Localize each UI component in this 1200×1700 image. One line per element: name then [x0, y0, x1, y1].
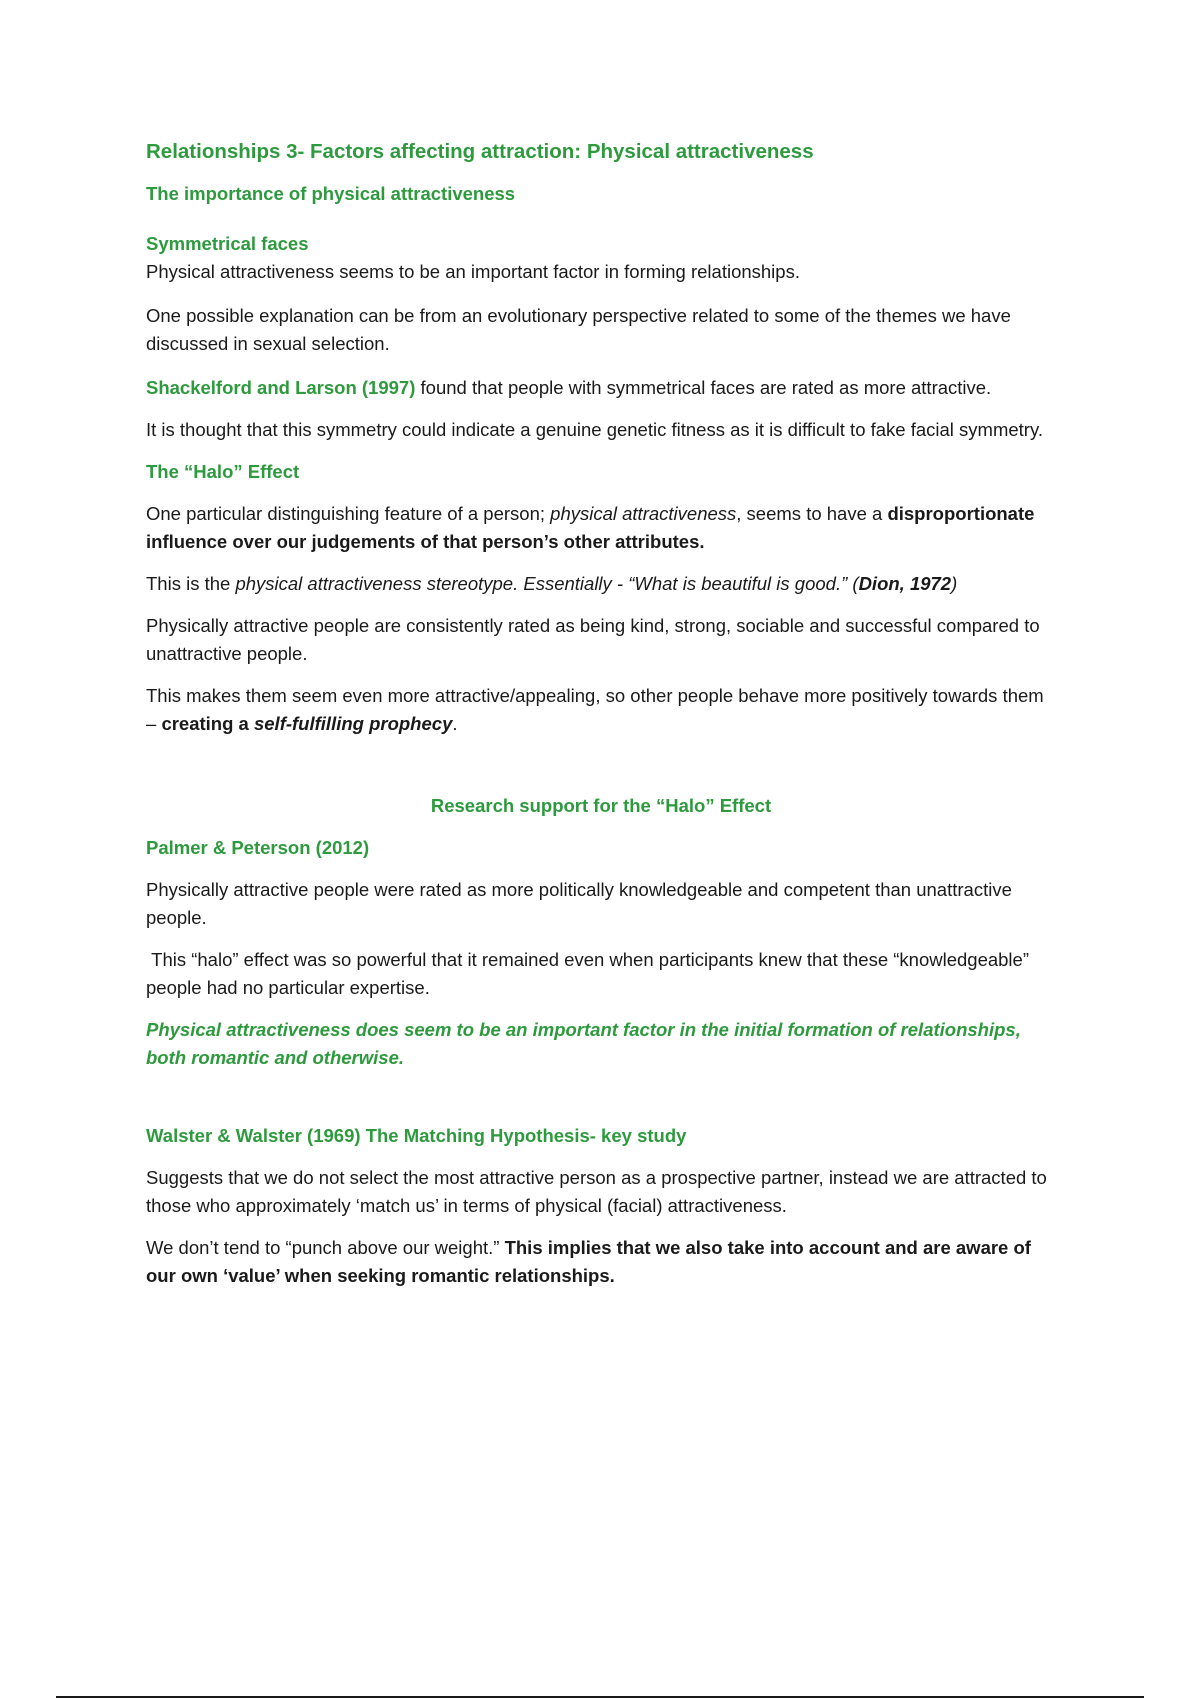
citation: Shackelford and Larson (1997)	[146, 377, 416, 398]
paragraph: This is the physical attractiveness stereotype. Essentially - “What is beautiful is good.” (Dion, 1972)	[146, 573, 958, 594]
paragraph: Physically attractive people are consistently rated as being kind, strong, sociable and successful compared to unattractive people.	[146, 615, 1040, 664]
study-heading: Palmer & Peterson (2012)	[146, 837, 370, 858]
paragraph: One particular distinguishing feature of a person; physical attractiveness, seems to have a disproportionate influence over our judgements of that person’s other attributes.	[146, 503, 1035, 552]
section-heading-halo: The “Halo” Effect	[146, 461, 300, 482]
document-page	[146, 138, 1056, 1304]
paragraph: Shackelford and Larson (1997) found that people with symmetrical faces are rated as more attractive.	[146, 377, 992, 398]
page-subtitle: The importance of physical attractiveness	[146, 183, 516, 204]
section-heading-research: Research support for the “Halo” Effect	[430, 795, 772, 816]
conclusion: Physical attractiveness does seem to be an important factor in the initial formation of relationships, both romantic and otherwise.	[146, 1019, 1021, 1068]
paragraph: This makes them seem even more attractive/appealing, so other people behave more positively towards them – creating a self-fulfilling prophecy.	[146, 685, 1044, 734]
paragraph: One possible explanation can be from an evolutionary perspective related to some of the themes we have discussed in sexual selection.	[146, 305, 1011, 354]
paragraph: It is thought that this symmetry could indicate a genuine genetic fitness as it is difficult to fake facial symmetry.	[146, 419, 1043, 440]
bottom-divider	[56, 1696, 1144, 1698]
paragraph: We don’t tend to “punch above our weight.” This implies that we also take into account and are aware of our own ‘value’ when seeking romantic relationships.	[146, 1237, 1031, 1286]
paragraph: Physically attractive people were rated as more politically knowledgeable and competent than unattractive people.	[146, 879, 1012, 928]
paragraph: Physical attractiveness seems to be an important factor in forming relationships.	[146, 261, 800, 282]
section-heading-symmetry: Symmetrical faces	[146, 233, 309, 254]
paragraph: This “halo” effect was so powerful that it remained even when participants knew that these “knowledgeable” people had no particular expertise.	[146, 949, 1035, 998]
paragraph: Suggests that we do not select the most attractive person as a prospective partner, instead we are attracted to those who approximately ‘match us’ in terms of physical (facial) attractiveness.	[146, 1167, 1047, 1216]
section-heading-matching: Walster & Walster (1969) The Matching Hypothesis- key study	[146, 1125, 687, 1146]
page-title: Relationships 3- Factors affecting attraction: Physical attractiveness	[146, 140, 814, 163]
